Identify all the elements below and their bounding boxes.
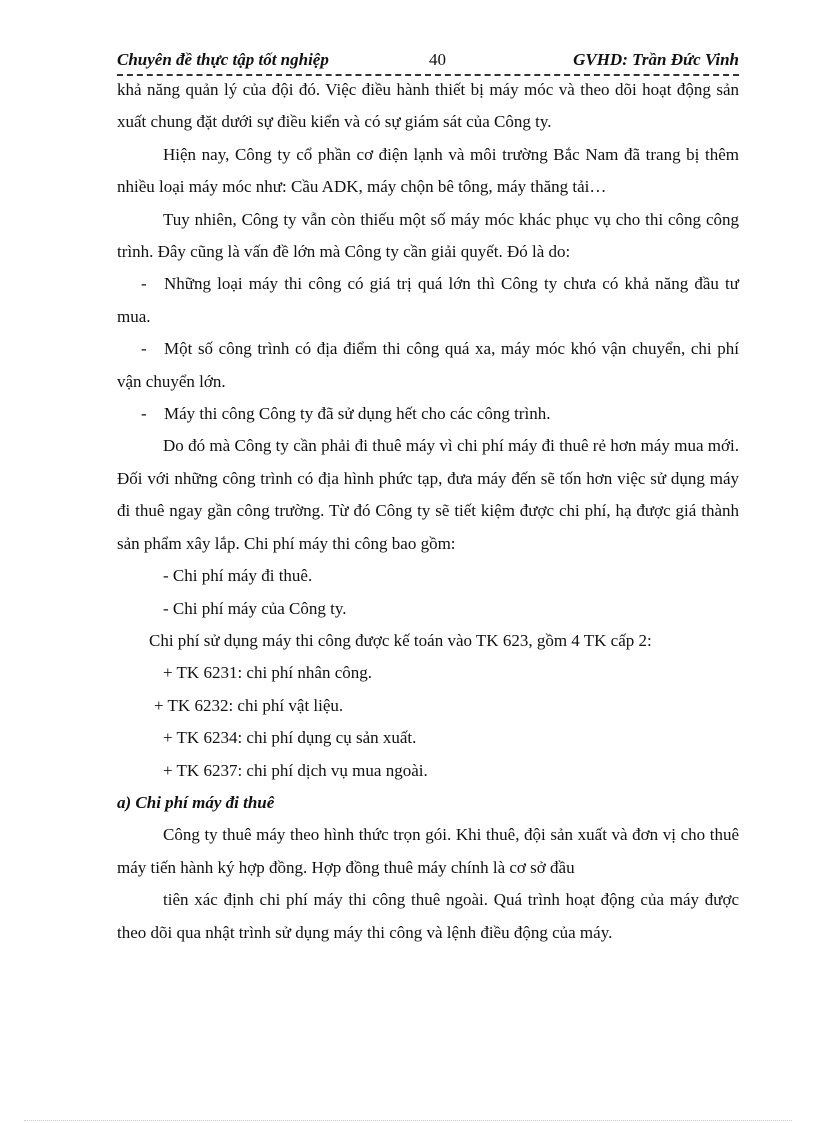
paragraph: Hiện nay, Công ty cổ phần cơ điện lạnh và môi trường Bắc Nam đã trang bị thêm nhiều loại máy móc như: Cầu ADK, máy chộn bê tông, máy thăng tải… bbox=[117, 144, 739, 197]
paragraph: Do đó mà Công ty cần phải đi thuê máy vì chi phí máy đi thuê rẻ hơn máy mua mới. Đối với những công trình có địa hình phức tạp, đưa máy đến sẽ tốn hơn việc sử dụng máy đi thuê ngay gần công trường. Từ đó Công ty sẽ tiết kiệm được chi phí, hạ được giá thành sản phẩm xây lắp. Chi phí máy thi công bao gồm: bbox=[117, 436, 739, 553]
bullet-item bbox=[117, 268, 739, 333]
paragraph: khả năng quản lý của đội đó. Việc điều hành thiết bị máy móc và theo dõi hoạt động sản xuất chung đặt dưới sự điều kiển và có sự giám sát của Công ty. bbox=[117, 80, 739, 132]
bullet-text: Một số công trình có địa điểm thi công quá xa, máy móc khó vận chuyển, chi phí vận chuyển lớn. bbox=[117, 339, 739, 391]
bullet-text: Những loại máy thi công có giá trị quá lớn thì Công ty chưa có khả năng đầu tư mua. bbox=[117, 274, 739, 326]
page-number: 40 bbox=[429, 50, 446, 69]
document-body bbox=[117, 74, 739, 949]
bullet-marker: - bbox=[141, 404, 147, 424]
bullet-marker: - bbox=[141, 339, 147, 359]
paragraph: Tuy nhiên, Công ty vẫn còn thiếu một số máy móc khác phục vụ cho thi công công trình. Đây cũng là vấn đề lớn mà Công ty cần giải quyết. Đó là do: bbox=[117, 209, 739, 262]
bullet-marker: - bbox=[141, 274, 147, 294]
account-item: + TK 6234: chi phí dụng cụ sản xuất. bbox=[163, 728, 417, 748]
header-supervisor: GVHD: Trần Đức Vinh bbox=[573, 50, 739, 69]
paragraph: tiên xác định chi phí máy thi công thuê ngoài. Quá trình hoạt động của máy được theo dõi qua nhật trình sử dụng máy thi công và lệnh điều động của máy. bbox=[117, 890, 739, 942]
sub-item: - Chi phí máy của Công ty. bbox=[163, 598, 347, 618]
section-heading: a) Chi phí máy đi thuê bbox=[117, 792, 275, 812]
paragraph: Công ty thuê máy theo hình thức trọn gói. Khi thuê, đội sản xuất và đơn vị cho thuê máy tiến hành ký hợp đồng. Hợp đồng thuê máy chính là cơ sở đầu bbox=[117, 825, 739, 877]
page-header bbox=[117, 48, 739, 76]
account-item: + TK 6231: chi phí nhân công. bbox=[163, 663, 372, 683]
account-item: + TK 6237: chi phí dịch vụ mua ngoài. bbox=[163, 760, 428, 780]
bullet-item bbox=[117, 398, 739, 430]
account-item: + TK 6232: chi phí vật liệu. bbox=[154, 695, 344, 715]
header-title: Chuyên đề thực tập tốt nghiệp bbox=[117, 50, 329, 69]
bullet-text: Máy thi công Công ty đã sử dụng hết cho các công trình. bbox=[164, 404, 551, 424]
sub-item: - Chi phí máy đi thuê. bbox=[163, 566, 313, 586]
paragraph: Chi phí sử dụng máy thi công được kế toán vào TK 623, gồm 4 TK cấp 2: bbox=[149, 630, 652, 650]
page-bottom-rule bbox=[24, 1120, 792, 1121]
bullet-item bbox=[117, 333, 739, 398]
